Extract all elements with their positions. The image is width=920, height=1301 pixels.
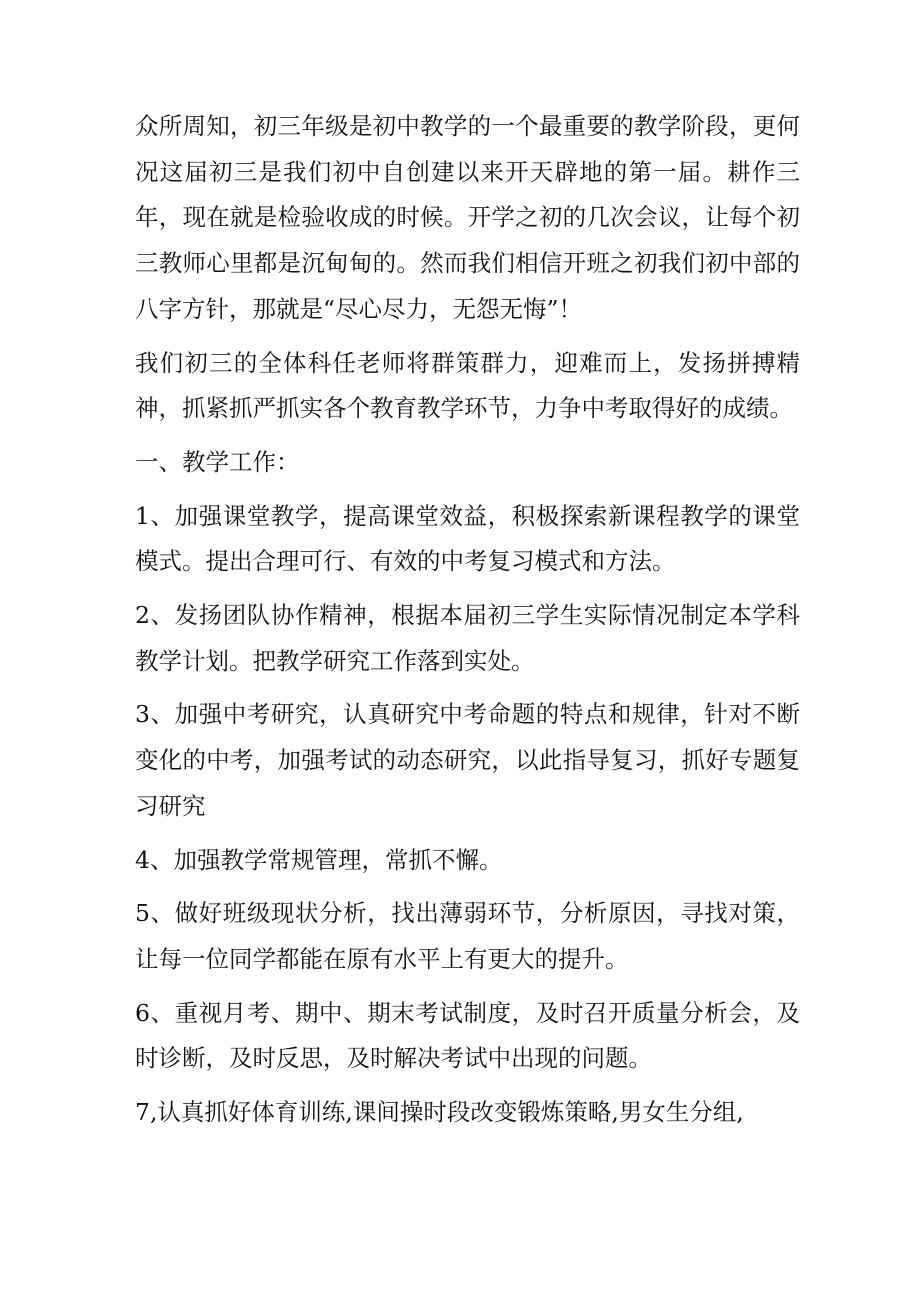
list-item-5: 5、做好班级现状分析，找出薄弱环节，分析原因，寻找对策，让每一位同学都能在原有水平上有更大的提升。 [135,899,800,973]
list-item-4: 4、加强教学常规管理，常抓不懈。 [135,845,503,874]
list-item-2: 2、发扬团队协作精神，根据本届初三学生实际情况制定本学科教学计划。把教学研究工作落到实处。 [135,601,800,675]
list-item-7: 7,认真抓好体育训练,课间操时段改变锻炼策略,男女生分组, [135,1098,744,1127]
section-heading-teaching-work: 一、教学工作： [135,447,300,476]
list-item-6: 6、重视月考、期中、期末考试制度，及时召开质量分析会，及时诊断，及时反思，及时解决考试中出现的问题。 [135,998,800,1073]
list-item-1: 1、加强课堂教学，提高课堂效益，积极探索新课程教学的课堂模式。提出合理可行、有效的中考复习模式和方法。 [135,501,800,576]
paragraph-commitment: 我们初三的全体科任老师将群策群力，迎难而上，发扬拼搏精神，抓紧抓严抓实各个教育教学环节，力争中考取得好的成绩。 [135,348,800,423]
document-body [135,104,800,1136]
list-item-3: 3、加强中考研究，认真研究中考命题的特点和规律，针对不断变化的中考，加强考试的动态研究，以此指导复习，抓好专题复习研究 [135,700,800,820]
paragraph-intro: 众所周知，初三年级是初中教学的一个最重要的教学阶段，更何况这届初三是我们初中自创建以来开天辟地的第一届。耕作三年，现在就是检验收成的时候。开学之初的几次会议，让每个初三教师心里都是沉甸甸的。然而我们相信开班之初我们初中部的八字方针，那就是“尽心尽力，无怨无悔”！ [135,112,800,323]
